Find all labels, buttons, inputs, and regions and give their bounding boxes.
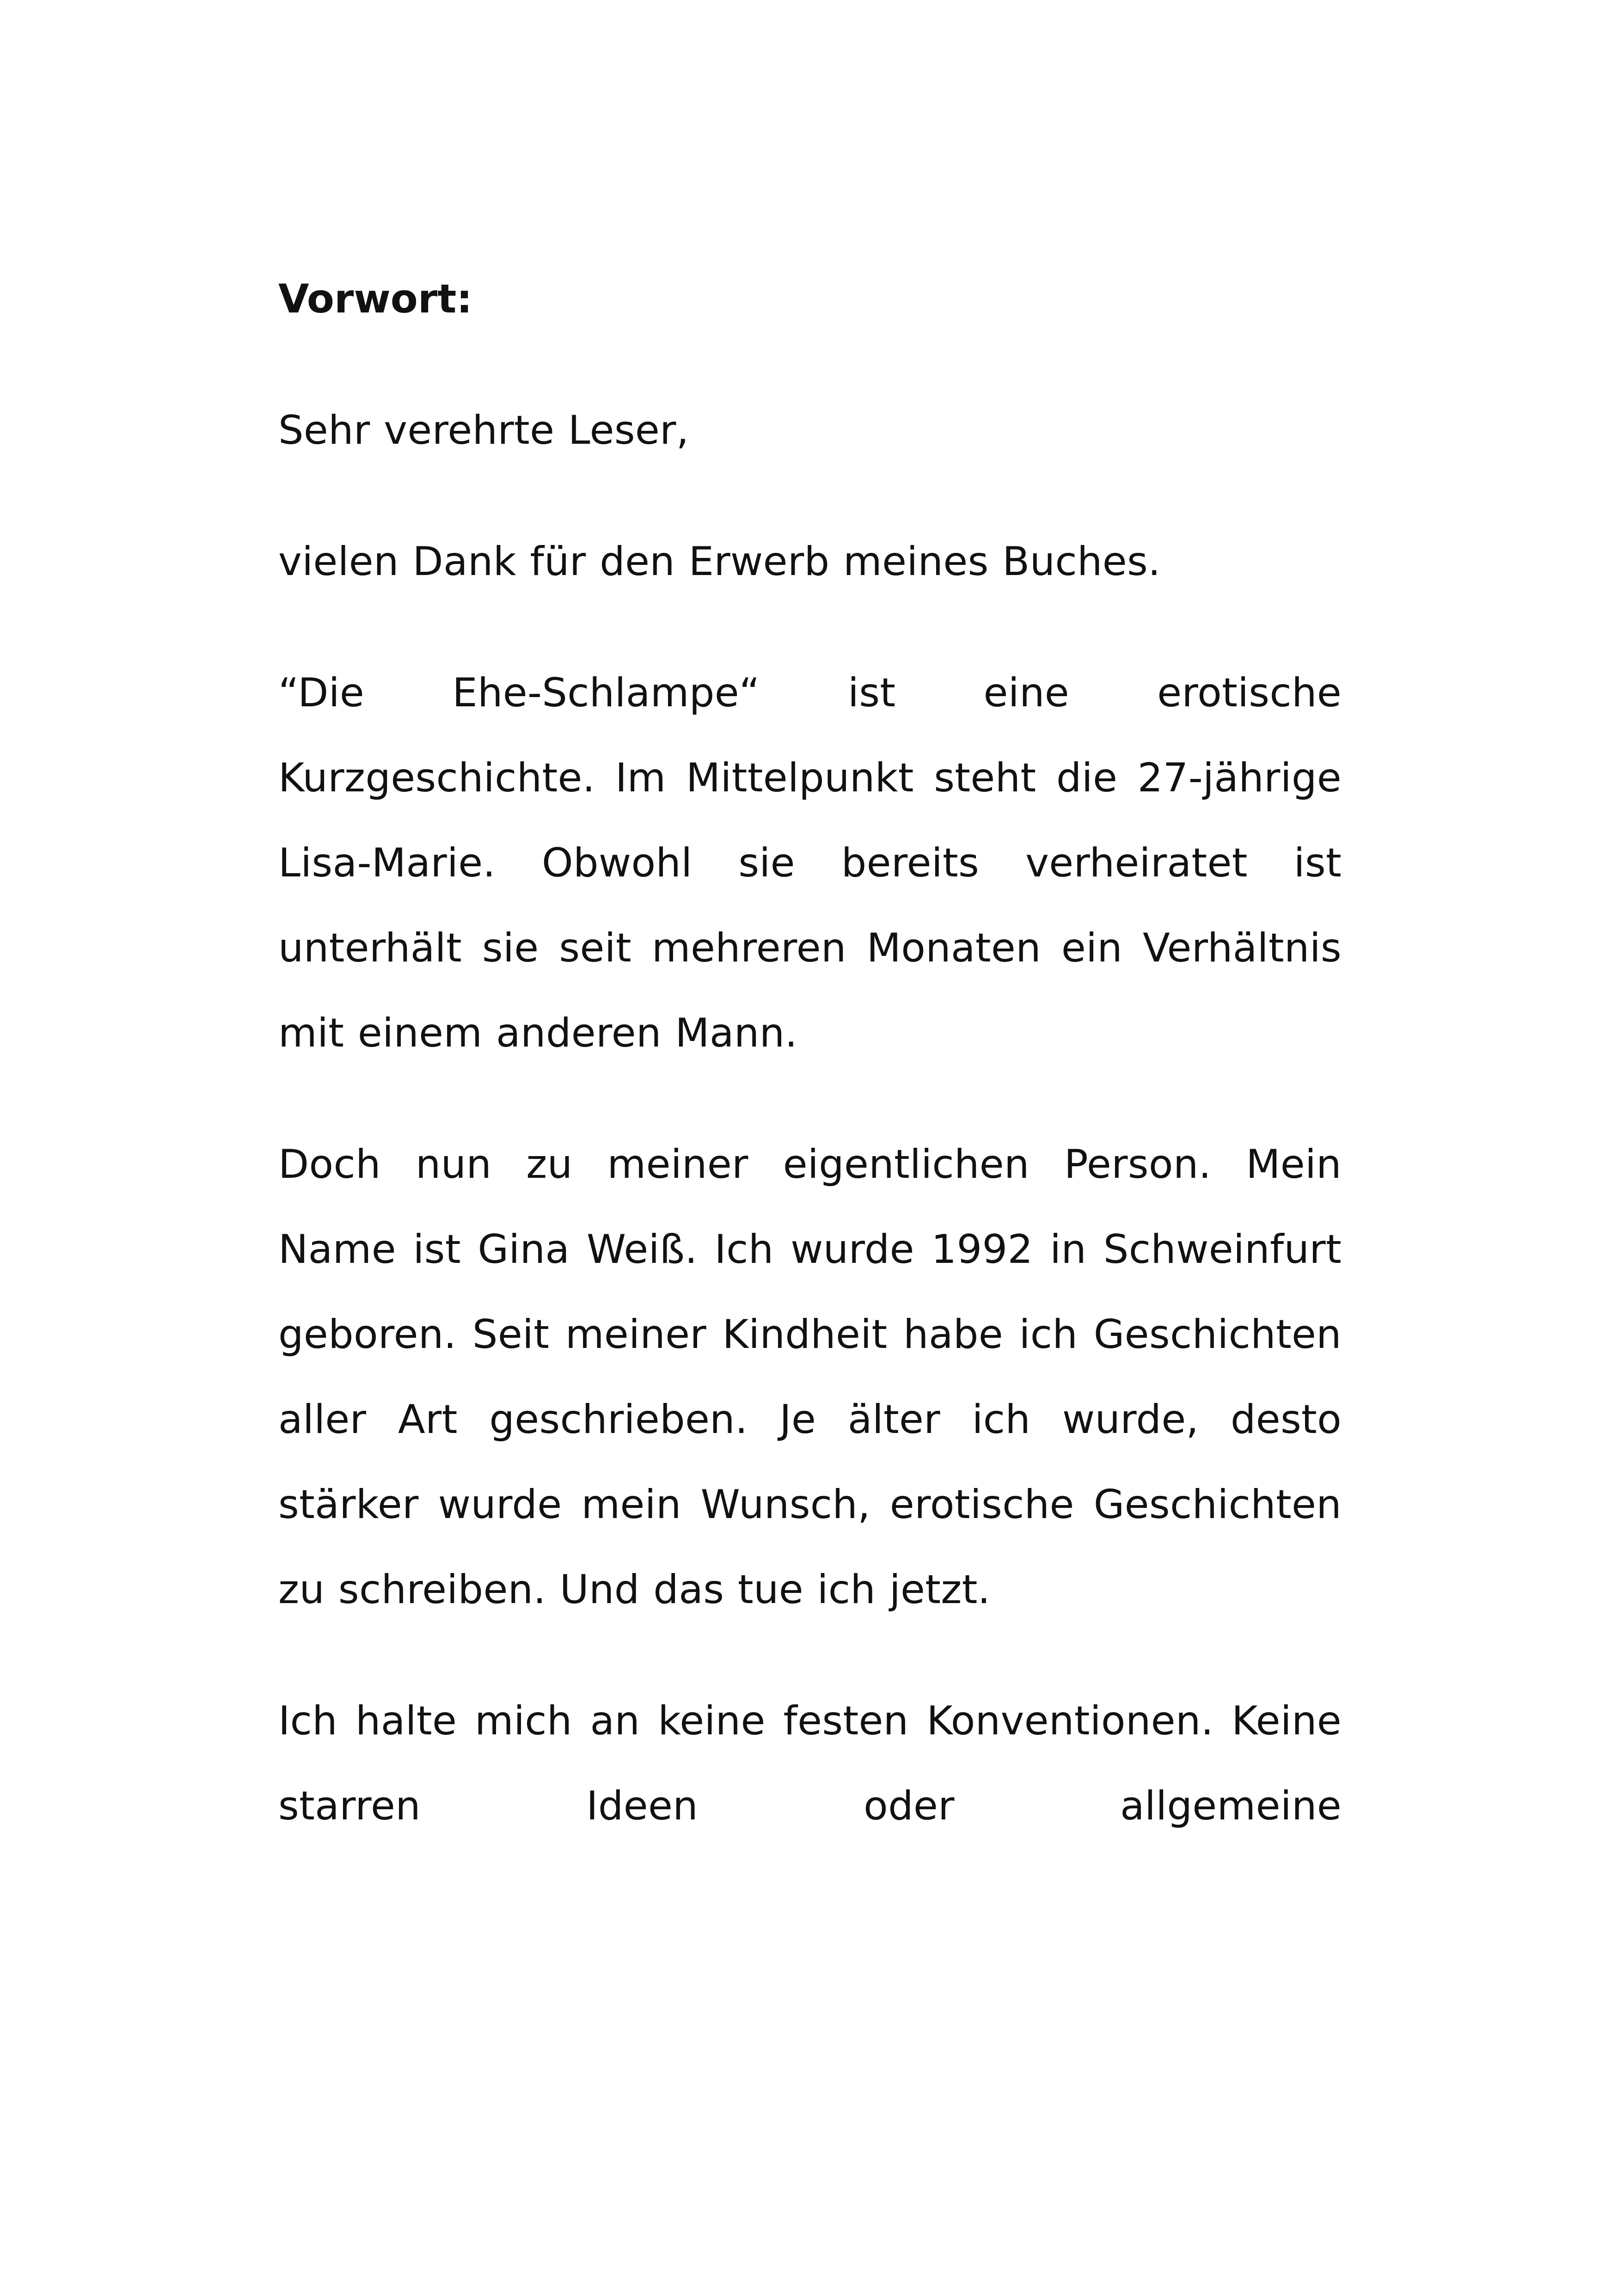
preface-heading: Vorwort:	[278, 276, 472, 322]
paragraph-thanks: vielen Dank für den Erwerb meines Buches.	[278, 539, 1161, 585]
page-content	[278, 257, 1342, 1895]
paragraph-story-summary: “Die Ehe-Schlampe“ ist eine erotische Kurzgeschichte. Im Mittelpunkt steht die 27-jährige Lisa-Marie. Obwohl sie bereits verheiratet ist unterhält sie seit mehreren Monaten ein Verhältnis mit einem anderen Mann.	[278, 670, 1342, 1056]
salutation: Sehr verehrte Leser,	[278, 407, 689, 453]
paragraph-conventions: Ich halte mich an keine festen Konventionen. Keine starren Ideen oder allgemeine	[278, 1698, 1342, 1829]
paragraph-author-intro: Doch nun zu meiner eigentlichen Person. Mein Name ist Gina Weiß. Ich wurde 1992 in Schweinfurt geboren. Seit meiner Kindheit habe ich Geschichten aller Art geschrieben. Je älter ich wurde, desto stärker wurde mein Wunsch, erotische Geschichten zu schreiben. Und das tue ich jetzt.	[278, 1141, 1342, 1613]
